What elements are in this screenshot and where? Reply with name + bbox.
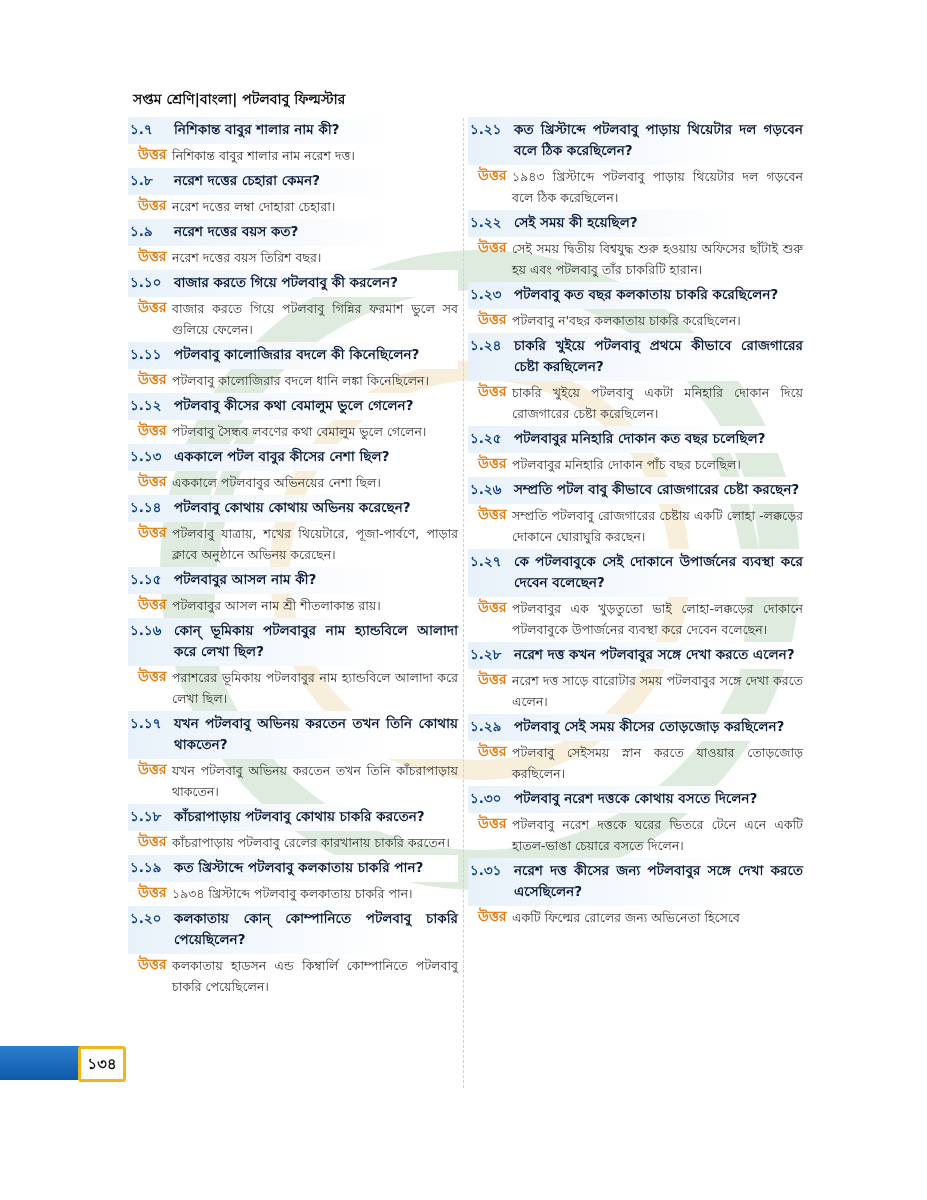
answer-label: উত্তর: [478, 240, 507, 256]
question-number: ১.৭: [130, 122, 153, 138]
answer-text: বাজার করতে গিয়ে পটলবাবু গিন্নির ফরমাশ ভুলে সব গুলিয়ে ফেলেন।: [172, 301, 458, 337]
question-row: [128, 567, 458, 594]
question-number: ১.১৭: [130, 716, 162, 732]
question-row: [468, 642, 803, 669]
question-answer-item: [468, 642, 803, 714]
answer-text: সম্প্রতি পটলবাবু রোজগারের চেষ্টায় একটি লোহা -লক্কড়ের দোকানে ঘোরাঘুরি করছেন।: [512, 508, 803, 544]
question-row: [468, 858, 803, 906]
answer-label: উত্তর: [138, 249, 167, 265]
question-row: [128, 444, 458, 471]
question-answer-item: [468, 714, 803, 786]
question-text: কলকাতায় কোন্ কোম্পানিতে পটলবাবু চাকরি পেয়েছিলেন?: [174, 911, 458, 948]
page-number: ১৩৪: [78, 1046, 126, 1082]
question-answer-item: [468, 858, 803, 930]
question-row: [128, 270, 458, 297]
question-row: [468, 549, 803, 597]
question-row: [468, 426, 803, 453]
answer-text: নরেশ দত্ত সাড়ে বারোটার সময় পটলবাবুর সঙ্গে দেখা করতে এলেন।: [512, 673, 803, 709]
question-text: নরেশ দত্তের বয়স কত?: [174, 224, 299, 240]
answer-text: চাকরি খুইয়ে পটলবাবু একটা মনিহারি দোকান দিয়ে রোজগারের চেষ্টা করেছিলেন।: [512, 385, 803, 421]
answer-text: ১৯৩৪ খ্রিস্টাব্দে পটলবাবু কলকাতায় চাকরি পান।: [172, 886, 413, 901]
question-number: ১.৮: [130, 173, 153, 189]
answer-badge-icon: [128, 832, 172, 852]
answer-label: উত্তর: [138, 885, 167, 901]
question-text: নিশিকান্ত বাবুর শালার নাম কী?: [174, 122, 340, 138]
question-row: [468, 282, 803, 309]
answer-label: উত্তর: [138, 300, 167, 316]
answer-badge-icon: [468, 382, 512, 402]
answer-badge-icon: [468, 670, 512, 690]
answer-label: উত্তর: [478, 168, 507, 184]
answer-label: উত্তর: [138, 147, 167, 163]
question-answer-item: [128, 444, 458, 495]
question-answer-item: [468, 333, 803, 426]
question-text: যখন পটলবাবু অভিনয় করতেন তখন তিনি কোথায় থাকতেন?: [174, 716, 458, 753]
answer-row: [468, 237, 803, 282]
question-row: [128, 219, 458, 246]
answer-badge-icon: [468, 454, 512, 474]
answer-text: পটলবাবুর আসল নাম শ্রী শীতলাকান্ত রায়।: [172, 598, 381, 613]
question-answer-item: [128, 804, 458, 855]
answer-row: [468, 453, 803, 477]
answer-text: কাঁচরাপাড়ায় পটলবাবু রেলের কারখানায় চাকরি করতেন।: [172, 835, 450, 850]
question-number: ১.১২: [130, 398, 162, 414]
question-text: চাকরি খুইয়ে পটলবাবু প্রথমে কীভাবে রোজগারের চেষ্টা করছিলেন?: [514, 338, 803, 375]
question-row: [128, 855, 458, 882]
answer-text: কলকাতায় হাডসন এন্ড কিম্বার্লি কোম্পানিতে পটলবাবু চাকরি পেয়েছিলেন।: [172, 958, 458, 994]
answer-text: ১৯৪৩ খ্রিস্টাব্দে পটলবাবু পাড়ায় থিয়েটার দল গড়বেন বলে ঠিক করেছিলেন।: [512, 169, 803, 205]
answer-row: [128, 522, 458, 567]
question-answer-item: [128, 567, 458, 618]
question-answer-item: [468, 210, 803, 282]
question-number: ১.১৩: [130, 449, 162, 465]
question-answer-item: [128, 168, 458, 219]
answer-row: [128, 594, 458, 618]
question-row: [128, 393, 458, 420]
answer-label: উত্তর: [138, 957, 167, 973]
answer-label: উত্তর: [478, 600, 507, 616]
answer-row: [128, 954, 458, 999]
question-text: পটলবাবু সেই সময় কীসের তোড়জোড় করছিলেন?: [514, 719, 785, 735]
question-row: [128, 117, 458, 144]
question-text: কে পটলবাবুকে সেই দোকানে উপার্জনের ব্যবস্থা করে দেবেন বলেছেন?: [514, 554, 803, 591]
question-answer-item: [468, 282, 803, 333]
question-row: [128, 804, 458, 831]
answer-badge-icon: [128, 595, 172, 615]
answer-label: উত্তর: [478, 312, 507, 328]
answer-row: [128, 246, 458, 270]
answer-label: উত্তর: [138, 372, 167, 388]
answer-text: পটলবাবু নরেশ দত্তকে ঘরের ভিতরে টেনে এনে একটি হাতল-ভাঙা চেয়ারে বসতে দিলেন।: [512, 817, 803, 853]
question-text: পটলবাবু কীসের কথা বেমালুম ভুলে গেলেন?: [174, 398, 414, 414]
answer-label: উত্তর: [138, 669, 167, 685]
question-text: কত খ্রিস্টাব্দে পটলবাবু কলকাতায় চাকরি পান?: [174, 860, 424, 876]
question-row: [468, 117, 803, 165]
answer-row: [468, 813, 803, 858]
answer-badge-icon: [128, 955, 172, 975]
question-text: নরেশ দত্তের চেহারা কেমন?: [174, 173, 321, 189]
answer-text: একটি ফিল্মের রোলের জন্য অভিনেতা হিসেবে: [512, 910, 740, 925]
question-number: ১.২৬: [470, 482, 502, 498]
answer-badge-icon: [128, 145, 172, 165]
question-answer-item: [128, 906, 458, 999]
answer-row: [468, 309, 803, 333]
answer-badge-icon: [128, 667, 172, 687]
answer-text: নরেশ দত্তের বয়স তিরিশ বছর।: [172, 250, 322, 265]
question-answer-item: [468, 117, 803, 210]
question-number: ১.২০: [130, 911, 162, 927]
answer-row: [468, 504, 803, 549]
answer-text: পরাশরের ভূমিকায় পটলবাবুর নাম হ্যান্ডবিলে আলাদা করে লেখা ছিল।: [172, 670, 458, 706]
question-row: [128, 168, 458, 195]
question-text: বাজার করতে গিয়ে পটলবাবু কী করলেন?: [174, 275, 398, 291]
answer-row: [128, 369, 458, 393]
question-number: ১.৩০: [470, 791, 502, 807]
question-row: [128, 618, 458, 666]
question-number: ১.৯: [130, 224, 153, 240]
question-text: সম্প্রতি পটল বাবু কীভাবে রোজগারের চেষ্টা করছেন?: [514, 482, 800, 498]
answer-row: [128, 420, 458, 444]
answer-text: পটলবাবু কালোজিরার বদলে ধানি লঙ্কা কিনেছিলেন।: [172, 373, 429, 388]
question-answer-item: [128, 342, 458, 393]
answer-badge-icon: [468, 505, 512, 525]
answer-row: [468, 597, 803, 642]
question-row: [468, 477, 803, 504]
question-row: [468, 786, 803, 813]
answer-row: [128, 195, 458, 219]
answer-text: সেই সময় দ্বিতীয় বিশ্বযুদ্ধ শুরু হওয়ায় অফিসের ছাঁটাই শুরু হয় এবং পটলবাবু তাঁর চাকরিটি হারান।: [512, 241, 803, 277]
question-number: ১.২৩: [470, 287, 502, 303]
question-row: [128, 342, 458, 369]
answer-badge-icon: [468, 598, 512, 618]
question-text: সেই সময় কী হয়েছিল?: [514, 215, 638, 231]
answer-text: যখন পটলবাবু অভিনয় করতেন তখন তিনি কাঁচরাপাড়ায় থাকতেন।: [172, 763, 458, 799]
answer-label: উত্তর: [138, 834, 167, 850]
answer-label: উত্তর: [478, 456, 507, 472]
answer-badge-icon: [468, 310, 512, 330]
answer-badge-icon: [128, 883, 172, 903]
answer-row: [128, 144, 458, 168]
question-answer-item: [468, 426, 803, 477]
question-number: ১.২২: [470, 215, 502, 231]
answer-label: উত্তর: [138, 198, 167, 214]
question-text: নরেশ দত্ত কখন পটলবাবুর সঙ্গে দেখা করতে এলেন?: [514, 647, 795, 663]
answer-badge-icon: [468, 907, 512, 927]
answer-label: উত্তর: [478, 744, 507, 760]
question-number: ১.১৮: [130, 809, 162, 825]
answer-text: পটলবাবু যাত্রায়, শখের থিয়েটারে, পূজা-পার্বণে, পাড়ার ক্লাবে অনুষ্ঠানে অভিনয় করেছেন।: [172, 526, 458, 562]
question-text: পটলবাবুর মনিহারি দোকান কত বছর চলেছিল?: [514, 431, 766, 447]
question-text: কাঁচরাপাড়ায় পটলবাবু কোথায় চাকরি করতেন?: [174, 809, 425, 825]
answer-text: এককালে পটলবাবুর অভিনয়ের নেশা ছিল।: [172, 475, 381, 490]
question-text: পটলবাবুর আসল নাম কী?: [174, 572, 317, 588]
answer-badge-icon: [468, 814, 512, 834]
question-number: ১.২৯: [470, 719, 502, 735]
question-answer-item: [468, 786, 803, 858]
question-number: ১.১৫: [130, 572, 162, 588]
answer-label: উত্তর: [478, 816, 507, 832]
question-answer-item: [128, 855, 458, 906]
left-column: [128, 117, 458, 999]
answer-text: নরেশ দত্তের লম্বা দোহারা চেহারা।: [172, 199, 336, 214]
question-text: পটলবাবু নরেশ দত্তকে কোথায় বসতে দিলেন?: [514, 791, 758, 807]
page-header: সপ্তম শ্রেণি|বাংলা| পটলবাবু ফিল্মস্টার: [133, 92, 346, 108]
answer-badge-icon: [468, 238, 512, 258]
answer-row: [128, 471, 458, 495]
column-divider: [463, 118, 464, 1088]
answer-row: [468, 165, 803, 210]
answer-badge-icon: [128, 247, 172, 267]
answer-badge-icon: [128, 196, 172, 216]
question-answer-item: [128, 618, 458, 711]
question-row: [468, 714, 803, 741]
answer-badge-icon: [128, 370, 172, 390]
question-number: ১.২৫: [470, 431, 502, 447]
question-text: কত খ্রিস্টাব্দে পটলবাবু পাড়ায় থিয়েটার দল গড়বেন বলে ঠিক করেছিলেন?: [514, 122, 803, 159]
answer-badge-icon: [468, 166, 512, 186]
question-number: ১.২১: [470, 122, 502, 138]
question-row: [468, 210, 803, 237]
answer-row: [128, 666, 458, 711]
answer-badge-icon: [128, 760, 172, 780]
answer-label: উত্তর: [138, 423, 167, 439]
answer-text: পটলবাবু সৈন্ধব লবণের কথা বেমালুম ভুলে গেলেন।: [172, 424, 427, 439]
answer-row: [128, 297, 458, 342]
question-number: ১.১০: [130, 275, 162, 291]
answer-label: উত্তর: [478, 384, 507, 400]
answer-label: উত্তর: [138, 525, 167, 541]
answer-label: উত্তর: [478, 909, 507, 925]
answer-label: উত্তর: [138, 762, 167, 778]
question-text: পটলবাবু কালোজিরার বদলে কী কিনেছিলেন?: [174, 347, 420, 363]
answer-badge-icon: [128, 472, 172, 492]
question-row: [468, 333, 803, 381]
answer-label: উত্তর: [478, 672, 507, 688]
answer-text: পটলবাবু সেইসময় স্নান করতে যাওয়ার তোড়জোড় করছিলেন।: [512, 745, 803, 781]
answer-row: [128, 759, 458, 804]
answer-row: [468, 741, 803, 786]
question-answer-item: [128, 117, 458, 168]
question-number: ১.২৮: [470, 647, 502, 663]
question-answer-item: [468, 549, 803, 642]
question-answer-item: [128, 711, 458, 804]
question-answer-item: [128, 495, 458, 567]
answer-row: [468, 381, 803, 426]
question-answer-item: [128, 393, 458, 444]
answer-row: [128, 831, 458, 855]
answer-label: উত্তর: [478, 507, 507, 523]
answer-text: পটলবাবুর মনিহারি দোকান পাঁচ বছর চলেছিল।: [512, 457, 741, 472]
question-number: ১.১৯: [130, 860, 162, 876]
question-text: এককালে পটল বাবুর কীসের নেশা ছিল?: [174, 449, 390, 465]
question-number: ১.১৪: [130, 500, 162, 516]
question-number: ১.২৭: [470, 554, 502, 570]
right-column: [468, 117, 803, 930]
question-text: পটলবাবু কোথায় কোথায় অভিনয় করেছেন?: [174, 500, 411, 516]
answer-text: নিশিকান্ত বাবুর শালার নাম নরেশ দত্ত।: [172, 148, 355, 163]
answer-row: [128, 882, 458, 906]
answer-row: [468, 669, 803, 714]
answer-badge-icon: [128, 523, 172, 543]
answer-text: পটলবাবুর এক খুড়তুতো ভাই লোহা-লক্কড়ের দোকানে পটলবাবুকে উপার্জনের ব্যবস্থা করে দেবেন বলেছেন।: [512, 601, 803, 637]
page-number-tab: [0, 1046, 80, 1080]
question-answer-item: [128, 270, 458, 342]
answer-label: উত্তর: [138, 597, 167, 613]
answer-row: [468, 906, 803, 930]
question-number: ১.১১: [130, 347, 162, 363]
question-text: নরেশ দত্ত কীসের জন্য পটলবাবুর সঙ্গে দেখা করতে এসেছিলেন?: [514, 863, 803, 900]
question-text: পটলবাবু কত বছর কলকাতায় চাকরি করেছিলেন?: [514, 287, 779, 303]
question-row: [128, 711, 458, 759]
answer-label: উত্তর: [138, 474, 167, 490]
answer-badge-icon: [468, 742, 512, 762]
question-number: ১.২৪: [470, 338, 502, 354]
answer-text: পটলবাবু ন'বছর কলকাতায় চাকরি করেছিলেন।: [512, 313, 741, 328]
answer-badge-icon: [128, 421, 172, 441]
question-row: [128, 495, 458, 522]
answer-badge-icon: [128, 298, 172, 318]
question-row: [128, 906, 458, 954]
question-number: ১.১৬: [130, 623, 162, 639]
question-text: কোন্ ভূমিকায় পটলবাবুর নাম হ্যান্ডবিলে আলাদা করে লেখা ছিল?: [174, 623, 458, 660]
question-number: ১.৩১: [470, 863, 502, 879]
question-answer-item: [468, 477, 803, 549]
question-answer-item: [128, 219, 458, 270]
